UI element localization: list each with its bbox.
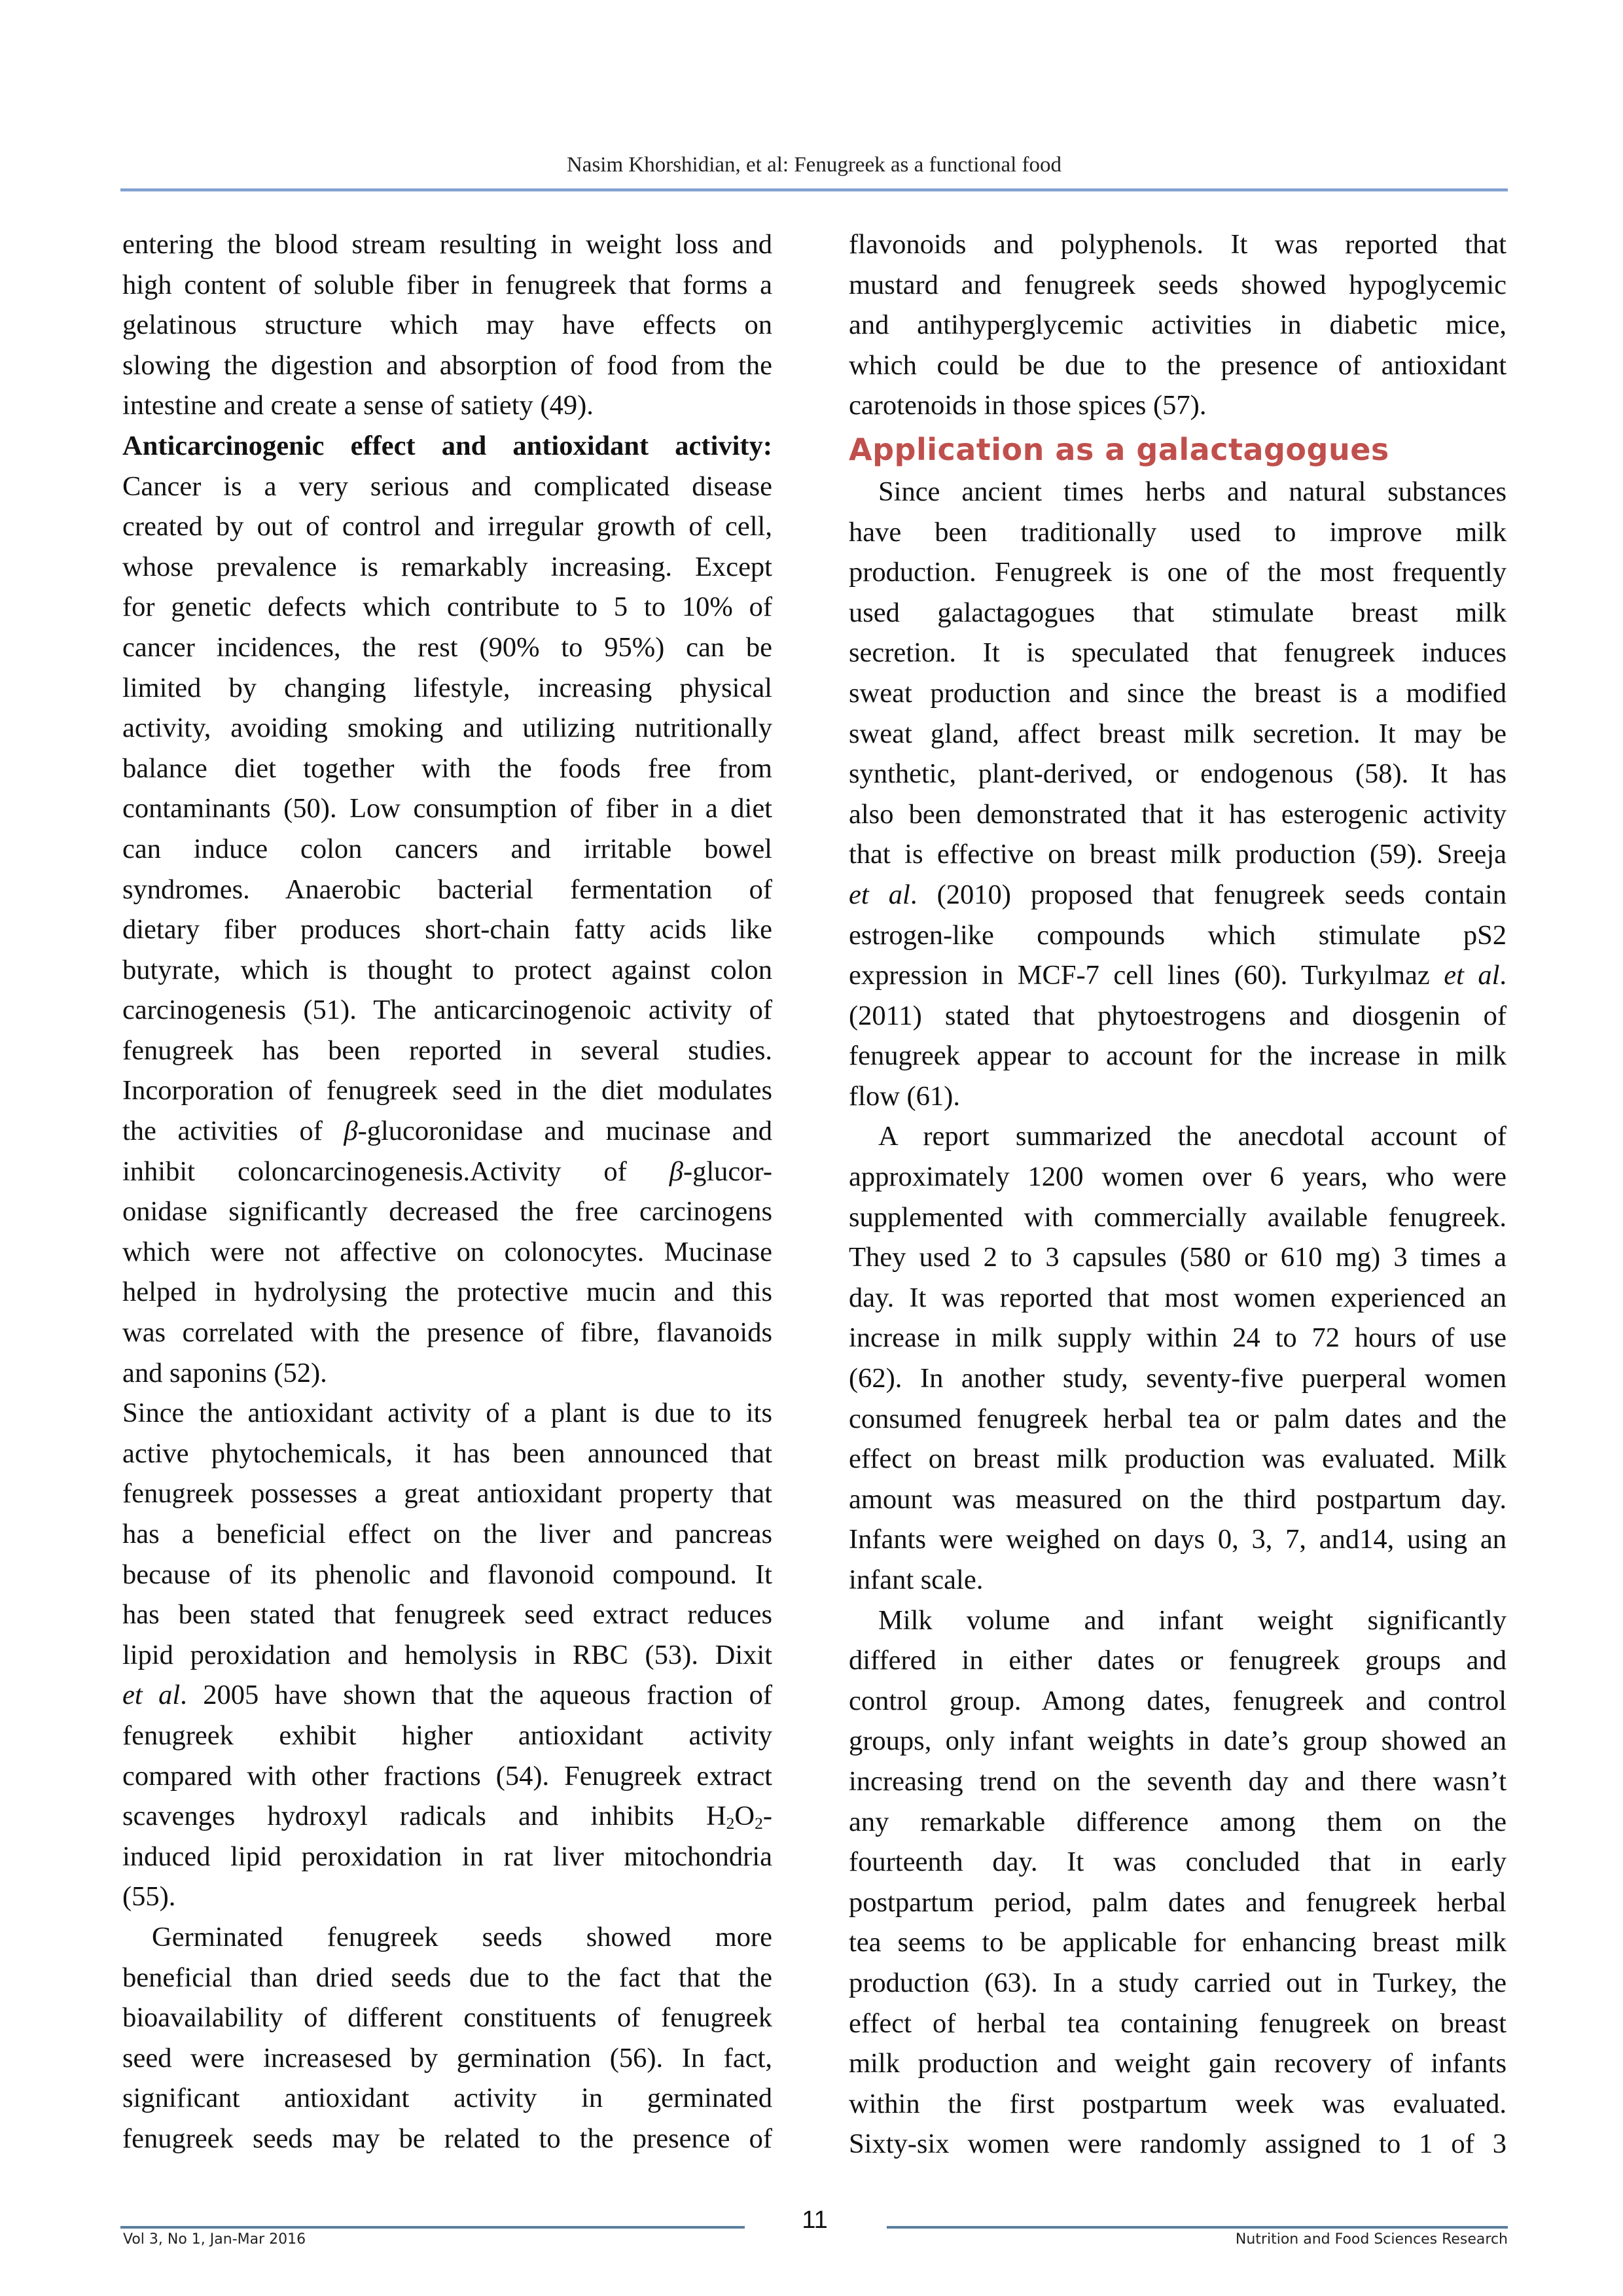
text-line: carcinogenesis (51). The anticarcinogenoic activity of <box>122 995 772 1026</box>
text-line: et al. (2010) proposed that fenugreek seeds contain <box>849 879 1507 910</box>
text-line: can induce colon cancers and irritable bowel <box>122 833 772 864</box>
text-line: has a beneficial effect on the liver and pancreas <box>122 1519 772 1549</box>
text-line: infant scale. <box>849 1564 984 1595</box>
text-line: A report summarized the anecdotal account of <box>878 1121 1507 1152</box>
text-line: Germinated fenugreek seeds showed more <box>152 1921 772 1952</box>
text-line: day. It was reported that most women experienced an <box>849 1282 1507 1313</box>
text-line: (55). <box>122 1881 176 1913</box>
text-line: active phytochemicals, it has been announced that <box>122 1438 772 1469</box>
text-line: within the first postpartum week was evaluated. <box>849 2088 1507 2119</box>
footer-rule-left <box>120 2226 745 2229</box>
text-line: intestine and create a sense of satiety (49). <box>122 390 594 421</box>
text-line: tea seems to be applicable for enhancing breast milk <box>849 1927 1507 1958</box>
text-line: limited by changing lifestyle, increasing physical <box>122 672 772 703</box>
text-line: activity, avoiding smoking and utilizing nutritionally <box>122 713 772 744</box>
text-line: compared with other fractions (54). Fenugreek extract <box>122 1760 772 1792</box>
text-line: the activities of β-glucoronidase and mucinase and <box>122 1116 773 1147</box>
footer-volume-info: Vol 3, No 1, Jan-Mar 2016 <box>123 2231 306 2248</box>
text-line: effect on breast milk production was evaluated. Milk <box>849 1443 1507 1475</box>
text-line: synthetic, plant-derived, or endogenous (58). It has <box>849 758 1507 790</box>
text-line: Since ancient times herbs and natural substances <box>878 476 1507 507</box>
section-heading-galactagogues: Application as a galactagogues <box>849 431 1389 467</box>
text-line: significant antioxidant activity in germinated <box>122 2083 772 2114</box>
text-line: lipid peroxidation and hemolysis in RBC (53). Dixit <box>122 1639 772 1670</box>
text-line: et al. 2005 have shown that the aqueous fraction of <box>122 1680 772 1711</box>
text-line: also been demonstrated that it has esterogenic activity <box>849 798 1507 830</box>
text-line: fourteenth day. It was concluded that in early <box>849 1846 1507 1878</box>
text-line: fenugreek appear to account for the increase in milk <box>849 1040 1507 1072</box>
text-line: helped in hydrolysing the protective mucin and this <box>122 1277 772 1308</box>
text-line: whose prevalence is remarkably increasing. Except <box>122 551 772 582</box>
text-line: increasing trend on the seventh day and there wasn’t <box>849 1765 1507 1797</box>
text-line: sweat gland, affect breast milk secretion. It may be <box>849 718 1507 749</box>
text-line: any remarkable difference among them on the <box>849 1806 1507 1837</box>
text-line: entering the blood stream resulting in weight loss and <box>122 229 772 260</box>
text-line: postpartum period, palm dates and fenugreek herbal <box>849 1886 1507 1918</box>
text-line: balance diet together with the foods free from <box>122 752 772 784</box>
text-line: because of its phenolic and flavonoid compound. It <box>122 1559 772 1590</box>
text-line: approximately 1200 women over 6 years, who were <box>849 1161 1507 1193</box>
text-line: carotenoids in those spices (57). <box>849 390 1207 421</box>
text-line: Milk volume and infant weight significantly <box>878 1604 1507 1636</box>
text-line: inhibit coloncarcinogenesis.Activity of β-glucor- <box>122 1156 772 1187</box>
text-line: secretion. It is speculated that fenugreek induces <box>849 637 1507 669</box>
text-line: effect of herbal tea containing fenugreek on breast <box>849 2007 1507 2039</box>
text-line: that is effective on breast milk production (59). Sreeja <box>849 839 1507 870</box>
text-line: for genetic defects which contribute to 5 to 10% of <box>122 592 772 623</box>
text-line: flavonoids and polyphenols. It was reported that <box>849 229 1507 260</box>
text-line: flow (61). <box>849 1080 960 1112</box>
text-line: consumed fenugreek herbal tea or palm dates and the <box>849 1403 1507 1434</box>
text-line: created by out of control and irregular growth of cell, <box>122 511 772 542</box>
header-rule <box>120 188 1508 192</box>
text-line: cancer incidences, the rest (90% to 95%) can be <box>122 631 772 663</box>
text-line: estrogen-like compounds which stimulate pS2 <box>849 919 1507 951</box>
page-number: 11 <box>802 2206 828 2234</box>
footer-journal-name: Nutrition and Food Sciences Research <box>1235 2231 1508 2248</box>
text-line: milk production and weight gain recovery of infants <box>849 2048 1507 2079</box>
right-column <box>849 224 1507 2164</box>
text-line: was correlated with the presence of fibre, flavanoids <box>122 1317 772 1349</box>
text-line: beneficial than dried seeds due to the fact that the <box>122 1962 772 1993</box>
left-column <box>122 224 772 2159</box>
text-line: seed were increasesed by germination (56). In fact, <box>122 2042 772 2074</box>
text-line: bioavailability of different constituents of fenugreek <box>122 2002 772 2034</box>
text-line: Since the antioxidant activity of a plant is due to its <box>122 1398 772 1429</box>
text-line: (62). In another study, seventy-five puerperal women <box>849 1363 1507 1394</box>
text-line: Sixty-six women were randomly assigned to 1 of 3 <box>849 2128 1507 2160</box>
text-line: slowing the digestion and absorption of food from the <box>122 349 772 381</box>
text-line: which could be due to the presence of antioxidant <box>849 349 1507 381</box>
text-line: syndromes. Anaerobic bacterial fermentation of <box>122 874 772 905</box>
text-line: sweat production and since the breast is a modified <box>849 677 1507 709</box>
text-line: expression in MCF-7 cell lines (60). Turkyılmaz et al. <box>849 960 1507 991</box>
text-line: increase in milk supply within 24 to 72 hours of use <box>849 1322 1507 1354</box>
text-line: (2011) stated that phytoestrogens and diosgenin of <box>849 1000 1507 1031</box>
text-line: production. Fenugreek is one of the most frequently <box>849 557 1507 588</box>
subsection-heading-anticarcinogenic: Anticarcinogenic effect and antioxidant activity: <box>122 430 772 461</box>
footer-rule-right <box>887 2226 1508 2229</box>
text-line: used galactagogues that stimulate breast milk <box>849 597 1507 628</box>
text-line: mustard and fenugreek seeds showed hypoglycemic <box>849 269 1507 300</box>
running-head: Nasim Khorshidian, et al: Fenugreek as a functional food <box>566 153 1062 177</box>
text-line: dietary fiber produces short-chain fatty acids like <box>122 914 772 945</box>
text-line: Infants were weighed on days 0, 3, 7, and14, using an <box>849 1524 1507 1555</box>
text-line: supplemented with commercially available fenugreek. <box>849 1201 1507 1233</box>
text-line: amount was measured on the third postpartum day. <box>849 1483 1507 1515</box>
text-line: fenugreek seeds may be related to the presence of <box>122 2123 772 2154</box>
text-line: production (63). In a study carried out in Turkey, the <box>849 1967 1507 1998</box>
text-line: contaminants (50). Low consumption of fiber in a diet <box>122 793 772 824</box>
text-line: which were not affective on colonocytes. Mucinase <box>122 1236 772 1267</box>
text-line: have been traditionally used to improve milk <box>849 516 1507 548</box>
text-line: fenugreek has been reported in several studies. <box>122 1034 772 1066</box>
text-line: induced lipid peroxidation in rat liver mitochondria <box>122 1841 772 1872</box>
text-line: fenugreek exhibit higher antioxidant activity <box>122 1720 772 1751</box>
text-line: groups, only infant weights in date’s group showed an <box>849 1725 1507 1757</box>
text-line: and saponins (52). <box>122 1357 327 1388</box>
text-line: scavenges hydroxyl radicals and inhibits $H_2O_2-$ <box>122 1801 772 1833</box>
text-line: They used 2 to 3 capsules (580 or 610 mg) 3 times a <box>849 1242 1507 1273</box>
text-line: onidase significantly decreased the free carcinogens <box>122 1196 772 1227</box>
text-line: fenugreek possesses a great antioxidant property that <box>122 1478 772 1510</box>
text-line: Incorporation of fenugreek seed in the diet modulates <box>122 1075 772 1106</box>
text-line: and antihyperglycemic activities in diabetic mice, <box>849 309 1507 341</box>
text-line: control group. Among dates, fenugreek and control <box>849 1685 1507 1716</box>
text-line: butyrate, which is thought to protect against colon <box>122 954 772 985</box>
text-line: has been stated that fenugreek seed extract reduces <box>122 1599 772 1631</box>
text-line: differed in either dates or fenugreek groups and <box>849 1645 1507 1676</box>
text-line: Cancer is a very serious and complicated disease <box>122 470 772 502</box>
text-line: high content of soluble fiber in fenugreek that forms a <box>122 269 772 300</box>
text-line: gelatinous structure which may have effects on <box>122 309 772 341</box>
